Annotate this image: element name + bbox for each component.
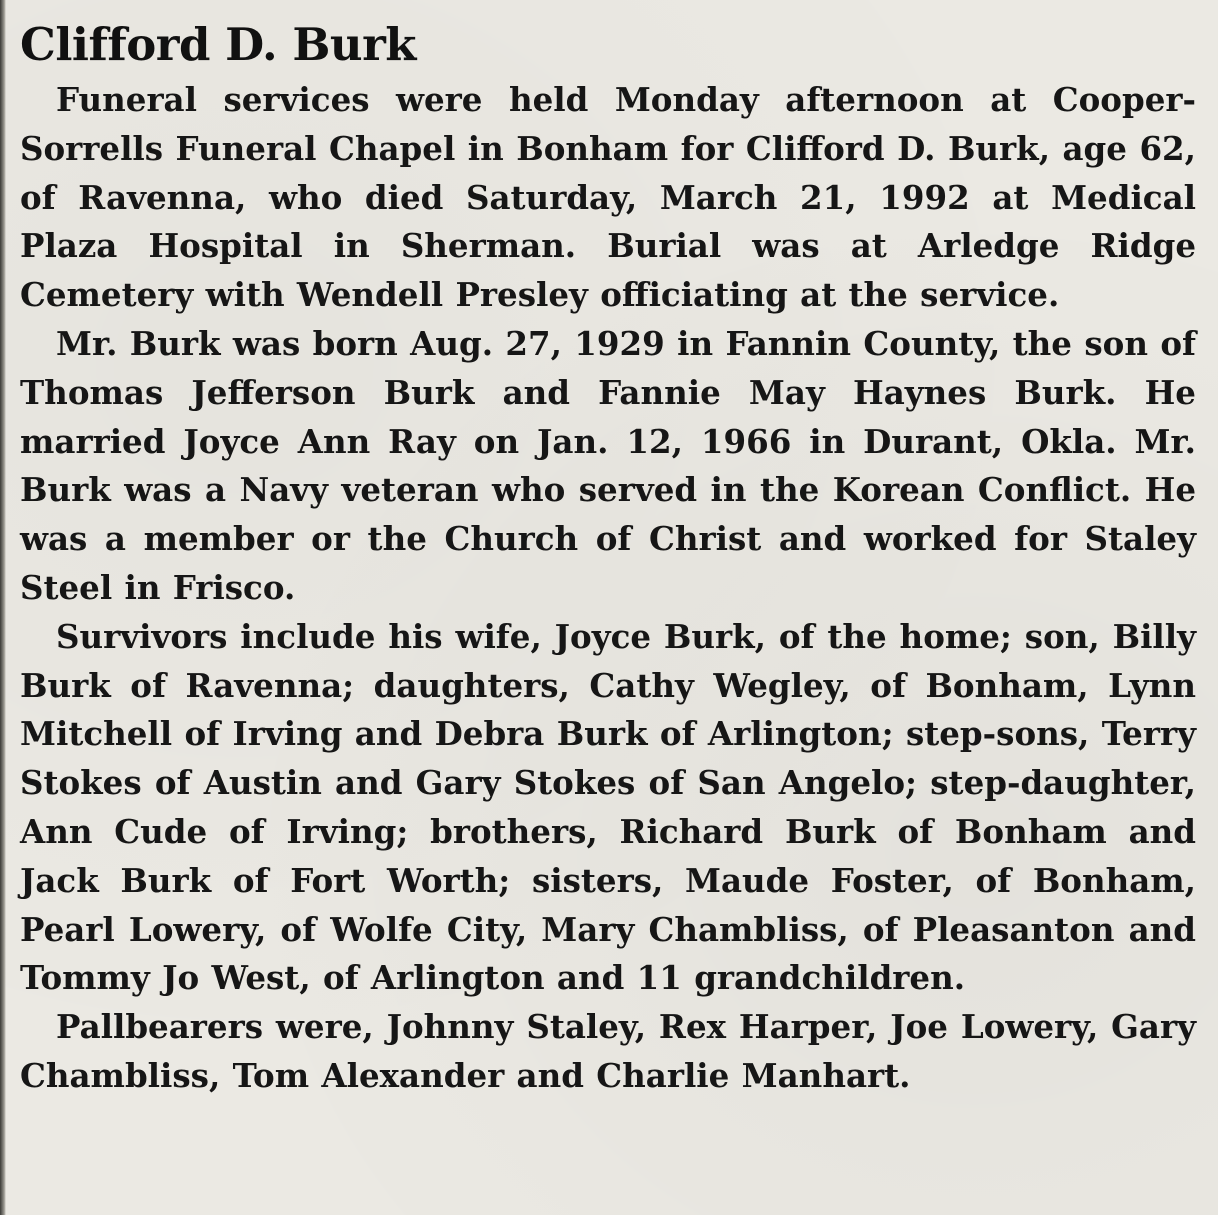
headline: Clifford D. Burk [20, 18, 416, 71]
paragraph-funeral-services: Funeral services were held Monday afternoon at Cooper-Sorrells Funeral Chapel in Bonham for Clifford D. Burk, age 62, of Ravenna, who died Saturday, March 21, 1992 at Medical Plaza Hospital in Sherman. Burial was at Arledge Ridge Cemetery with Wendell Presley officiating at the service. [20, 80, 1196, 315]
clipping-edge [0, 0, 6, 1215]
paragraph-biography: Mr. Burk was born Aug. 27, 1929 in Fannin County, the son of Thomas Jefferson Burk and Fannie May Haynes Burk. He married Joyce Ann Ray on Jan. 12, 1966 in Durant, Okla. Mr. Burk was a Navy veteran who served in the Korean Conflict. He was a member or the Church of Christ and worked for Staley Steel in Frisco. [20, 323, 1196, 607]
paragraph-pallbearers: Pallbearers were, Johnny Staley, Rex Harper, Joe Lowery, Gary Chambliss, Tom Alexander and Charlie Manhart. [20, 1007, 1196, 1095]
obituary-article [20, 14, 1196, 1101]
paragraph-survivors: Survivors include his wife, Joyce Burk, of the home; son, Billy Burk of Ravenna; daughters, Cathy Wegley, of Bonham, Lynn Mitchell of Irving and Debra Burk of Arlington; step-sons, Terry Stokes of Austin and Gary Stokes of San Angelo; step-daughter, Ann Cude of Irving; brothers, Richard Burk of Bonham and Jack Burk of Fort Worth; sisters, Maude Foster, of Bonham, Pearl Lowery, of Wolfe City, Mary Chambliss, of Pleasanton and Tommy Jo West, of Arlington and 11 grandchildren. [20, 616, 1196, 998]
